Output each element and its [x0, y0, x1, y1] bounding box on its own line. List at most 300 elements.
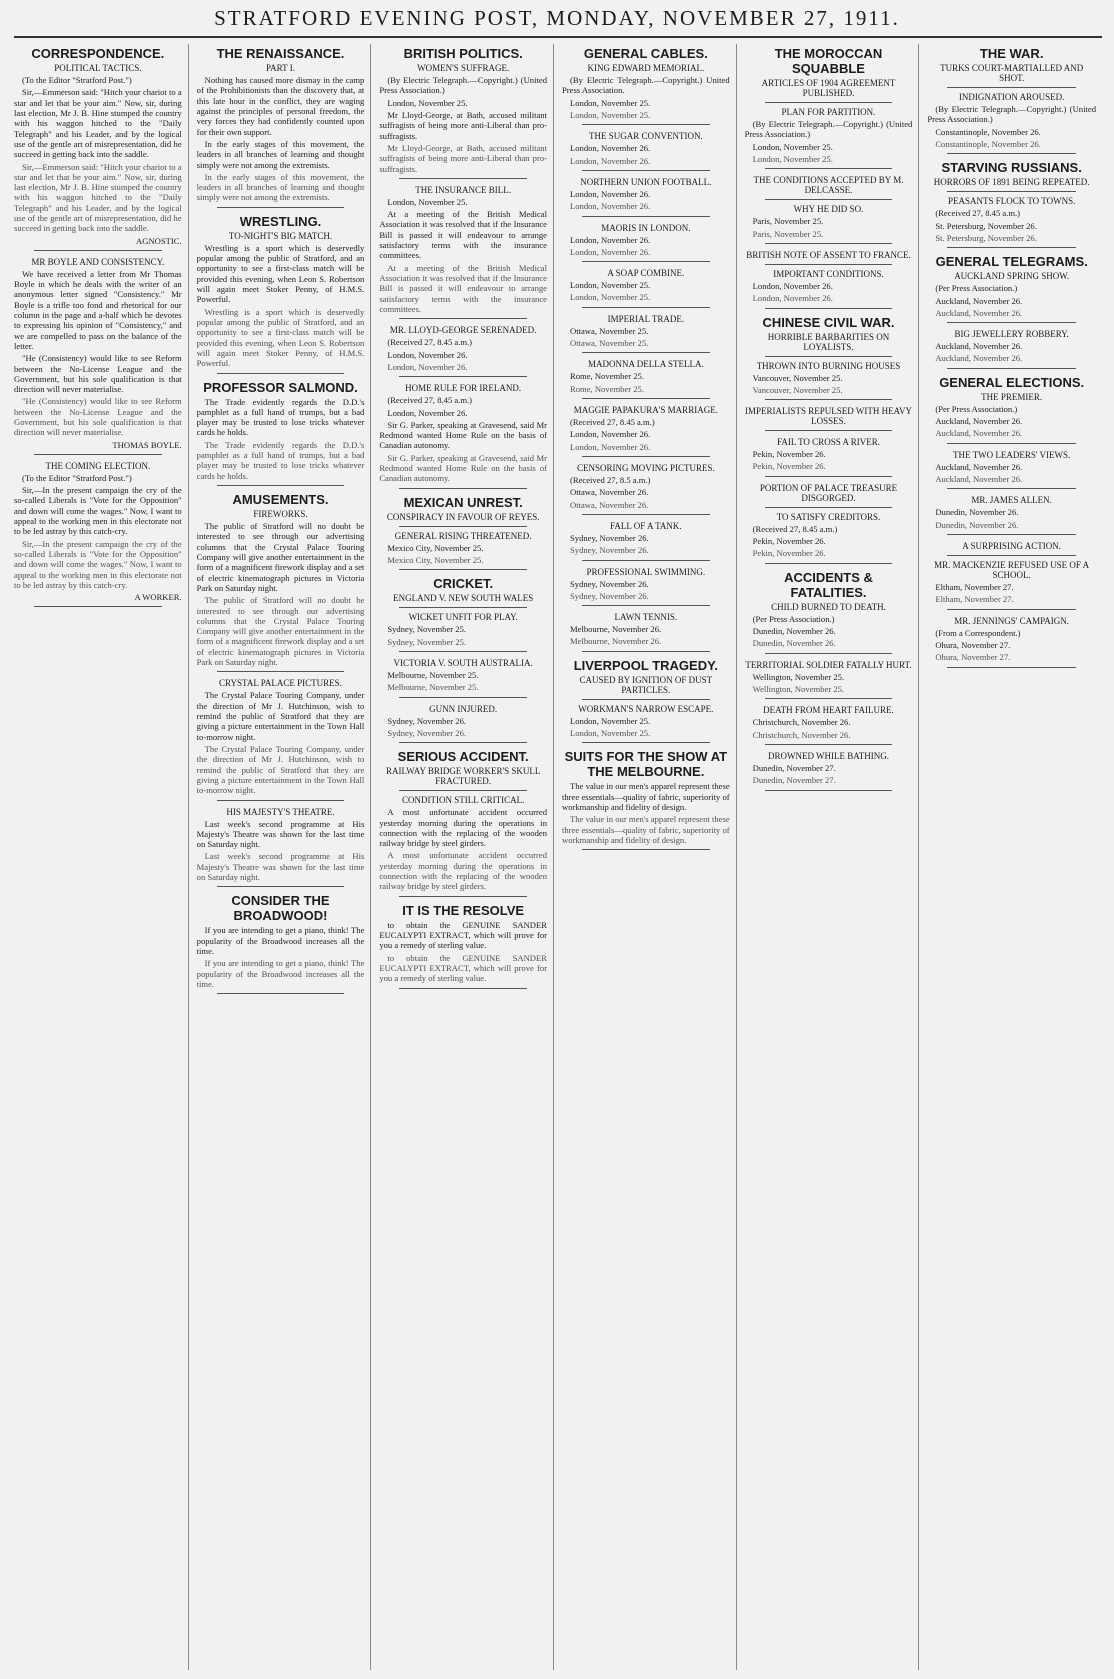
article-paragraph: If you are intending to get a piano, think! The popularity of the Broadwood increases all the time.: [196, 958, 365, 989]
article-paragraph: London, November 26.: [752, 293, 833, 304]
article-paragraph: London, November 25.: [570, 109, 651, 120]
article-signature: THOMAS BOYLE.: [112, 439, 182, 450]
article-subheading: BIG JEWELLERY ROBBERY.: [954, 329, 1069, 340]
article-paragraph: At a meeting of the British Medical Association it was resolved that if the Insurance Bill is passed it will endeavour to arrange satisfactory terms with the insurance committees.: [379, 262, 547, 314]
divider: [217, 373, 345, 374]
divider: [582, 560, 710, 561]
article-subheading: WICKET UNFIT FOR PLAY.: [408, 612, 518, 623]
article-paragraph: Ottawa, November 26.: [570, 487, 649, 498]
divider: [765, 102, 893, 103]
article-subheading: LAWN TENNIS.: [614, 612, 678, 623]
divider: [582, 742, 710, 743]
article-paragraph: A most unfortunate accident occurred yesterday morning during the operations in connection with the replacing of the wooden railway bridge by steel girders.: [379, 807, 547, 849]
article-paragraph: Sir,—In the present campaign the cry of the so-called Liberals is "Vote for the Opposition" and down will come the wages." Now, I want to appeal to the working men in this electorate not to be led astray by this catch-cry.: [14, 485, 182, 537]
divider: [217, 671, 345, 672]
article-paragraph: Paris, November 25.: [752, 216, 824, 227]
divider: [765, 264, 893, 265]
article-subheading: HORRORS OF 1891 BEING REPEATED.: [933, 177, 1090, 188]
article: [379, 495, 547, 571]
article-headline: GENERAL TELEGRAMS.: [935, 254, 1088, 270]
article-headline: CORRESPONDENCE.: [31, 46, 165, 61]
article: [562, 612, 730, 652]
article: [562, 314, 730, 354]
article-headline: PROFESSOR SALMOND.: [203, 379, 358, 395]
article: [562, 521, 730, 561]
divider: [765, 399, 893, 400]
article-subheading: THROWN INTO BURNING HOUSES: [756, 360, 901, 371]
article: [197, 46, 365, 208]
article-subheading: VICTORIA V. SOUTH AUSTRALIA.: [393, 657, 533, 668]
article-subheading: CENSORING MOVING PICTURES.: [576, 462, 715, 473]
article-subheading: WORKMAN'S NARROW ESCAPE.: [578, 703, 714, 714]
article-subheading: TO-NIGHT'S BIG MATCH.: [228, 230, 333, 241]
divider: [582, 216, 710, 217]
column-4: [562, 44, 737, 1670]
article-subheading: TURKS COURT-MARTIALLED AND SHOT.: [940, 63, 1084, 83]
article-paragraph: Vancouver, November 25.: [752, 372, 843, 383]
article-paragraph: Auckland, November 26.: [935, 461, 1023, 472]
article-paragraph: to obtain the GENUINE SANDER EUCALYPTI EXTRACT, which will prove for you a remedy of sterling value.: [379, 919, 547, 951]
article-paragraph: London, November 26.: [570, 188, 651, 199]
divider: [947, 87, 1076, 88]
column-6: [927, 44, 1102, 1670]
article-paragraph: "He (Consistency) would like to see Reform between the No-License League and the Government, but his sole qualification is that direction will never materialise.: [14, 396, 182, 438]
article-paragraph: Sydney, November 25.: [387, 624, 467, 635]
article-headline: MEXICAN UNREST.: [403, 494, 523, 510]
article: [745, 406, 913, 431]
article: [379, 185, 547, 319]
article-paragraph: London, November 25.: [387, 196, 468, 207]
divider: [399, 376, 527, 377]
article-paragraph: (By Electric Telegraph.—Copyright.) United Press Association.: [562, 75, 730, 96]
article: [745, 175, 913, 244]
article-paragraph: (By Electric Telegraph.—Copyright.) (United Press Association.): [744, 119, 913, 140]
divider: [765, 199, 893, 200]
article-paragraph: London, November 25.: [570, 728, 651, 739]
divider: [217, 886, 345, 887]
article: [379, 325, 547, 377]
article-paragraph: London, November 25.: [752, 153, 833, 164]
article-signature: A WORKER.: [134, 592, 182, 603]
article-paragraph: The Crystal Palace Touring Company, under the direction of Mr J. Hutchinson, wish to remind the public of Stratford that they are giving a picture entertainment in the Town Hall to-morrow night.: [196, 690, 365, 742]
divider: [217, 993, 345, 994]
article-subheading: MR. MACKENZIE REFUSED USE OF A SCHOOL.: [934, 559, 1090, 580]
article-paragraph: Melbourne, November 25.: [387, 669, 479, 680]
article-subheading: TO SATISFY CREDITORS.: [776, 511, 881, 522]
divider: [582, 124, 710, 125]
article-paragraph: Last week's second programme at His Majesty's Theatre was shown for the last time on Saturday night.: [196, 818, 365, 850]
article-signature: AGNOSTIC.: [136, 235, 182, 246]
article-paragraph: In the early stages of this movement, the leaders in all branches of learning and thought simply were not among the extremists.: [196, 138, 365, 170]
article-headline: CRICKET.: [433, 576, 494, 592]
article-headline: THE MOROCCAN SQUABBLE: [774, 46, 883, 76]
divider: [947, 368, 1076, 369]
article-subheading: PEASANTS FLOCK TO TOWNS.: [947, 196, 1076, 207]
article-subheading: FAIL TO CROSS A RIVER.: [777, 437, 880, 448]
article: [197, 214, 365, 374]
newspaper-page: [14, 44, 1102, 1670]
article-paragraph: (Received 27, 8.45 a.m.): [752, 523, 838, 534]
article-paragraph: Dunedin, November 26.: [752, 626, 836, 636]
article-paragraph: London, November 26.: [570, 429, 651, 440]
article-paragraph: London, November 26.: [570, 201, 651, 212]
divider: [399, 178, 527, 179]
article-subheading: TERRITORIAL SOLDIER FATALLY HURT.: [745, 659, 912, 670]
article-paragraph: Mr Lloyd-George, at Bath, accused militant suffragists of being more anti-Liberal than pro-suffragists.: [379, 142, 547, 174]
article: [379, 576, 547, 652]
article-subheading: MR. JENNINGS' CAMPAIGN.: [954, 615, 1070, 626]
article-paragraph: At a meeting of the British Medical Association it was resolved that if the Insurance Bill is passed it will endeavour to arrange satisfactory terms with the insurance committees.: [379, 209, 547, 261]
article: [927, 329, 1096, 369]
article-subheading: PLAN FOR PARTITION.: [781, 107, 876, 117]
article-paragraph: Last week's second programme at His Majesty's Theatre was shown for the last time on Saturday night.: [196, 851, 365, 883]
article-paragraph: Auckland, November 26.: [935, 416, 1023, 427]
divider: [947, 153, 1076, 154]
divider: [947, 322, 1076, 323]
article: [745, 751, 913, 791]
article-paragraph: London, November 26.: [387, 349, 468, 360]
divider: [34, 454, 162, 455]
article-paragraph: London, November 26.: [570, 155, 651, 166]
article: [562, 46, 730, 125]
article-paragraph: London, November 26.: [387, 361, 468, 372]
article-headline: STARVING RUSSIANS.: [941, 160, 1082, 176]
divider: [947, 191, 1076, 192]
article-paragraph: (From a Correspondent.): [935, 627, 1021, 638]
article-paragraph: London, November 26.: [570, 234, 651, 245]
article-paragraph: Wellington, November 25.: [752, 683, 845, 694]
article-subheading: HOME RULE FOR IRELAND.: [405, 383, 522, 394]
article-subheading: POLITICAL TACTICS.: [54, 63, 142, 73]
article-paragraph: The Crystal Palace Touring Company, under the direction of Mr J. Hutchinson, wish to remind the public of Stratford that they are giving a picture entertainment in the Town Hall to-morrow night.: [196, 743, 365, 796]
article-subheading: MAGGIE PAPAKURA'S MARRIAGE.: [573, 405, 718, 415]
article-paragraph: Melbourne, November 26.: [570, 624, 662, 635]
divider: [399, 569, 527, 570]
article-paragraph: "He (Consistency) would like to see Reform between the No-License League and the Government, but his sole qualification is that direction will never materialise.: [14, 353, 182, 395]
divider: [217, 207, 345, 208]
article-paragraph: The public of Stratford will no doubt be interested to see through our advertising columns that the Crystal Palace Touring Company will give another entertainment in the form of a magnificent firework display and a set of electric kinematograph pictures in Victoria Park on Saturday night.: [196, 521, 365, 593]
article-paragraph: London, November 25.: [752, 141, 833, 152]
article: [197, 678, 365, 800]
article-subheading: KING EDWARD MEMORIAL.: [587, 63, 705, 73]
article-paragraph: Sydney, November 26.: [570, 590, 649, 601]
article: [745, 437, 913, 477]
divider: [582, 651, 710, 652]
article-subheading: IMPERIALISTS REPULSED WITH HEAVY LOSSES.: [745, 406, 912, 427]
article: [562, 463, 730, 515]
divider: [582, 307, 710, 308]
article-subheading: HORRIBLE BARBARITIES ON LOYALISTS.: [767, 331, 890, 352]
divider: [399, 651, 527, 652]
divider: [399, 318, 527, 319]
article-headline: THE WAR.: [979, 46, 1044, 61]
article-subheading: MR BOYLE AND CONSISTENCY.: [31, 256, 165, 267]
article-paragraph: Sydney, November 26.: [387, 715, 467, 726]
article-paragraph: Rome, November 25.: [570, 371, 644, 382]
divider: [765, 356, 893, 357]
article-paragraph: London, November 25.: [570, 292, 651, 303]
divider: [765, 790, 893, 791]
divider: [217, 485, 345, 486]
article-paragraph: Ohura, November 27.: [935, 652, 1011, 663]
divider: [765, 507, 893, 508]
article-paragraph: Wellington, November 25.: [752, 671, 845, 682]
article: [562, 268, 730, 308]
article-subheading: A SURPRISING ACTION.: [962, 540, 1062, 551]
article-paragraph: The Trade evidently regards the D.D.'s pamphlet as a full hand of trumps, but a bad player may be trusted to lose tricks whatever cards he holds.: [196, 439, 365, 481]
article-paragraph: Sydney, November 26.: [570, 532, 649, 543]
article-headline: IT IS THE RESOLVE: [402, 902, 525, 918]
article-paragraph: (To the Editor "Stratford Post."): [22, 75, 132, 85]
article: [927, 450, 1096, 490]
article-paragraph: Auckland, November 26.: [935, 295, 1023, 306]
divider: [947, 609, 1076, 610]
article-headline: THE RENAISSANCE.: [216, 46, 345, 61]
article-subheading: THE INSURANCE BILL.: [415, 184, 512, 195]
article-paragraph: (By Electric Telegraph.—Copyright.) (United Press Association.): [379, 75, 547, 96]
article-paragraph: Sydney, November 26.: [570, 545, 649, 556]
article: [745, 660, 913, 700]
article-paragraph: Mexico City, November 25.: [387, 555, 484, 565]
article-paragraph: Dunedin, November 27.: [752, 775, 836, 786]
article: [379, 903, 547, 989]
article-paragraph: to obtain the GENUINE SANDER EUCALYPTI EXTRACT, which will prove for you a remedy of sterling value.: [379, 952, 547, 984]
article-paragraph: Ottawa, November 26.: [570, 499, 649, 510]
divider: [765, 308, 893, 309]
article-paragraph: (Per Press Association.): [935, 283, 1018, 294]
divider: [582, 261, 710, 262]
article-paragraph: The value in our men's apparel represent these three essentials—quality of fabric, superiority of workmanship and fidelity of design.: [562, 814, 730, 845]
article-subheading: THE TWO LEADERS' VIEWS.: [953, 449, 1071, 460]
divider: [582, 605, 710, 606]
article-headline: LIVERPOOL TRAGEDY.: [573, 657, 718, 673]
divider: [765, 698, 893, 699]
article-paragraph: We have received a letter from Mr Thomas Boyle in which he deals with the writer of an anonymous letter signed "Consistency." Mr Boyle is a trifle too fond and rhetorical for our column in the page and a-half which he devotes to expressing his opinion of "Consistency," and we are compelled to pass on the balance of the letter.: [14, 268, 182, 351]
article: [745, 705, 913, 745]
article-paragraph: London, November 26.: [570, 246, 651, 257]
article-paragraph: London, November 25.: [387, 97, 468, 108]
column-2: [197, 44, 372, 1670]
article-subheading: ENGLAND V. NEW SOUTH WALES: [393, 593, 534, 604]
divider: [34, 606, 162, 607]
article: [927, 254, 1096, 323]
article-headline: BRITISH POLITICS.: [403, 46, 523, 61]
divider: [947, 667, 1076, 668]
article-subheading: IMPORTANT CONDITIONS.: [773, 268, 884, 279]
article-subheading: CAUSED BY IGNITION OF DUST PARTICLES.: [579, 674, 713, 695]
article: [745, 315, 913, 401]
article-subheading: FALL OF A TANK.: [610, 520, 682, 531]
article-paragraph: Pekin, November 26.: [752, 449, 826, 460]
divider: [399, 896, 527, 897]
article-paragraph: If you are intending to get a piano, think! The popularity of the Broadwood increases all the time.: [196, 925, 365, 956]
article-paragraph: Wrestling is a sport which is deservedly popular among the public of Stratford, and an opportunity to see a first-class match will be provided this evening, when Leon S. Robertson will again meet Stoker Penny, of H.M.S. Powerful.: [196, 306, 365, 369]
column-3: [379, 44, 554, 1670]
article-subheading: MAORIS IN LONDON.: [601, 222, 691, 233]
divider: [582, 849, 710, 850]
article-paragraph: (By Electric Telegraph.—Copyright.) (United Press Association.): [927, 104, 1096, 125]
article: [379, 658, 547, 698]
divider: [399, 488, 527, 489]
article-headline: WRESTLING.: [239, 213, 322, 229]
masthead: STRATFORD EVENING POST, MONDAY, NOVEMBER 27, 1911.: [214, 6, 900, 30]
article-paragraph: The Trade evidently regards the D.D.'s pamphlet as a full hand of trumps, but a bad player may be trusted to lose tricks whatever cards he holds.: [196, 396, 365, 438]
article-paragraph: Eltham, November 27.: [935, 594, 1014, 605]
article: [745, 46, 913, 169]
article-paragraph: Pekin, November 26.: [752, 536, 826, 547]
article-subheading: CHILD BURNED TO DEATH.: [771, 601, 886, 612]
article: [745, 250, 913, 309]
article-paragraph: London, November 26.: [570, 143, 651, 154]
article-headline: AMUSEMENTS.: [232, 492, 329, 507]
article-paragraph: (Received 27, 8.45 a.m.): [387, 395, 473, 406]
article-headline: GENERAL CABLES.: [583, 46, 708, 61]
article-paragraph: Auckland, November 26.: [935, 307, 1023, 318]
article-subheading: MR. JAMES ALLEN.: [971, 495, 1052, 506]
article-subheading: BRITISH NOTE OF ASSENT TO FRANCE.: [746, 249, 911, 260]
article: [379, 704, 547, 744]
article-paragraph: (Per Press Association.): [752, 613, 835, 624]
article-subheading: THE PREMIER.: [981, 391, 1043, 402]
column-1: [14, 44, 189, 1670]
article-paragraph: London, November 25.: [570, 97, 651, 108]
article-paragraph: Paris, November 25.: [752, 228, 824, 239]
article-subheading: THE CONDITIONS ACCEPTED BY M. DELCASSE.: [753, 175, 904, 196]
article-paragraph: Ohura, November 27.: [935, 639, 1011, 650]
article-paragraph: (Received 27, 8.5 a.m.): [570, 474, 651, 485]
article-paragraph: Sydney, November 26.: [570, 578, 649, 589]
divider: [765, 563, 893, 564]
article-subheading: AUCKLAND SPRING SHOW.: [954, 271, 1070, 282]
article: [379, 46, 547, 179]
article-paragraph: Auckland, November 26.: [935, 341, 1023, 352]
article-subheading: GENERAL RISING THREATENED.: [394, 530, 532, 541]
article-subheading: DEATH FROM HEART FAILURE.: [763, 705, 894, 716]
article-subheading: WOMEN'S SUFFRAGE.: [417, 63, 510, 73]
article: [927, 495, 1096, 535]
divider: [947, 555, 1076, 556]
article-paragraph: Dunedin, November 26.: [935, 507, 1019, 518]
article-paragraph: Sydney, November 25.: [387, 636, 467, 647]
article-paragraph: St. Petersburg, November 26.: [935, 232, 1037, 243]
article-paragraph: Ottawa, November 25.: [570, 338, 649, 349]
article-paragraph: Constantinople, November 26.: [935, 138, 1041, 149]
article-paragraph: Auckland, November 26.: [935, 353, 1023, 364]
article-paragraph: Constantinople, November 26.: [935, 126, 1041, 137]
article-paragraph: Pekin, November 26.: [752, 548, 826, 559]
article-paragraph: London, November 26.: [570, 441, 651, 452]
divider: [582, 352, 710, 353]
divider: [582, 170, 710, 171]
article-paragraph: The value in our men's apparel represent these three essentials—quality of fabric, superiority of workmanship and fidelity of design.: [562, 781, 730, 812]
article-paragraph: London, November 25.: [570, 280, 651, 291]
article: [562, 223, 730, 263]
article-paragraph: Dunedin, November 26.: [935, 519, 1019, 530]
divider: [947, 247, 1076, 248]
article: [14, 46, 182, 251]
article-subheading: CRYSTAL PALACE PICTURES.: [219, 678, 342, 689]
article-subheading: WHY HE DID SO.: [793, 204, 864, 215]
divider: [765, 430, 893, 431]
divider: [399, 742, 527, 743]
article-paragraph: Mr Lloyd-George, at Bath, accused militant suffragists of being more anti-Liberal than pro-suffragists.: [379, 109, 547, 141]
article-headline: SERIOUS ACCIDENT.: [397, 749, 529, 765]
divider: [765, 744, 893, 745]
article: [562, 658, 730, 744]
article-paragraph: Dunedin, November 26.: [752, 638, 836, 649]
article-paragraph: (Per Press Association.): [935, 403, 1018, 414]
article-paragraph: Auckland, November 26.: [935, 428, 1023, 439]
article: [745, 483, 913, 564]
article-paragraph: Dunedin, November 27.: [752, 762, 836, 773]
article-headline: ACCIDENTS & FATALITIES.: [784, 569, 873, 600]
article-paragraph: Auckland, November 26.: [935, 474, 1023, 484]
article: [379, 383, 547, 489]
divider: [582, 699, 710, 700]
article-subheading: CONSPIRACY IN FAVOUR OF REYES.: [386, 511, 540, 522]
article-subheading: MR. LLOYD-GEORGE SERENADED.: [389, 325, 537, 336]
divider: [765, 243, 893, 244]
article: [197, 380, 365, 487]
divider: [34, 250, 162, 251]
article-subheading: FIREWORKS.: [253, 509, 308, 519]
article-subheading: NORTHERN UNION FOOTBALL.: [580, 176, 712, 187]
article-paragraph: London, November 25.: [570, 715, 651, 726]
article: [197, 893, 365, 994]
divider: [947, 534, 1076, 535]
divider: [947, 443, 1076, 444]
article-subheading: THE COMING ELECTION.: [45, 460, 151, 471]
article: [562, 567, 730, 607]
article-paragraph: Wrestling is a sport which is deservedly popular among the public of Stratford, and an opportunity to see a first-class match will be provided this evening, when Leon S. Robertson will again meet Stoker Penny, of H.M.S. Powerful.: [196, 242, 365, 305]
divider: [765, 653, 893, 654]
article-paragraph: (Received 27, 8.45 a.m.): [387, 337, 473, 348]
article-paragraph: Sir G. Parker, speaking at Gravesend, said Mr Redmond wanted Home Rule on the basis of Canadian autonomy.: [379, 419, 547, 451]
article-paragraph: Christchurch, November 26.: [752, 717, 851, 728]
article-paragraph: Sir,—Emmerson said: "Hitch your chariot to a star and let that be your aim." Now, sir, during last election, Mr J. B. Hine stumped the country with his waggon hitched to the "Daily Telegraph" and his Leader, and by the logical use of the gentle art of misrepresentation, did he succeed in getting back into the saddle.: [14, 87, 182, 160]
article-paragraph: (To the Editor "Stratford Post."): [22, 472, 132, 483]
article-subheading: HIS MAJESTY'S THEATRE.: [226, 806, 335, 817]
article: [927, 375, 1096, 444]
divider: [217, 800, 345, 801]
article: [745, 570, 913, 654]
article-subheading: A SOAP COMBINE.: [607, 268, 685, 279]
article-subheading: MADONNA DELLA STELLA.: [587, 359, 704, 370]
divider: [947, 488, 1076, 489]
article-subheading: INDIGNATION AROUSED.: [958, 92, 1065, 102]
article-paragraph: Christchurch, November 26.: [752, 729, 851, 740]
masthead-rule: [14, 36, 1102, 38]
article-subheading: GUNN INJURED.: [429, 703, 498, 714]
article-paragraph: The public of Stratford will no doubt be interested to see through our advertising columns that the Crystal Palace Touring Company will give another entertainment in the form of a magnificent firework display and a set of electric kinematograph pictures in Victoria Park on Saturday night.: [196, 595, 365, 668]
article-paragraph: Vancouver, November 25.: [752, 384, 843, 395]
article-headline: CHINESE CIVIL WAR.: [762, 314, 895, 330]
article: [562, 359, 730, 399]
article-subheading: CONDITION STILL CRITICAL.: [401, 795, 525, 806]
column-5: [745, 44, 920, 1670]
article-headline: CONSIDER THE BROADWOOD!: [231, 893, 330, 924]
divider: [582, 514, 710, 515]
article-paragraph: St. Petersburg, November 26.: [935, 220, 1037, 231]
article: [197, 807, 365, 888]
article: [927, 46, 1096, 154]
article-paragraph: Rome, November 25.: [570, 383, 644, 394]
divider: [399, 697, 527, 698]
divider: [399, 526, 527, 527]
article-paragraph: Sir G. Parker, speaking at Gravesend, said Mr Redmond wanted Home Rule on the basis of Canadian autonomy.: [379, 452, 547, 484]
article-paragraph: Mexico City, November 25.: [387, 542, 484, 553]
article-subheading: PORTION OF PALACE TREASURE DISGORGED.: [759, 482, 898, 503]
